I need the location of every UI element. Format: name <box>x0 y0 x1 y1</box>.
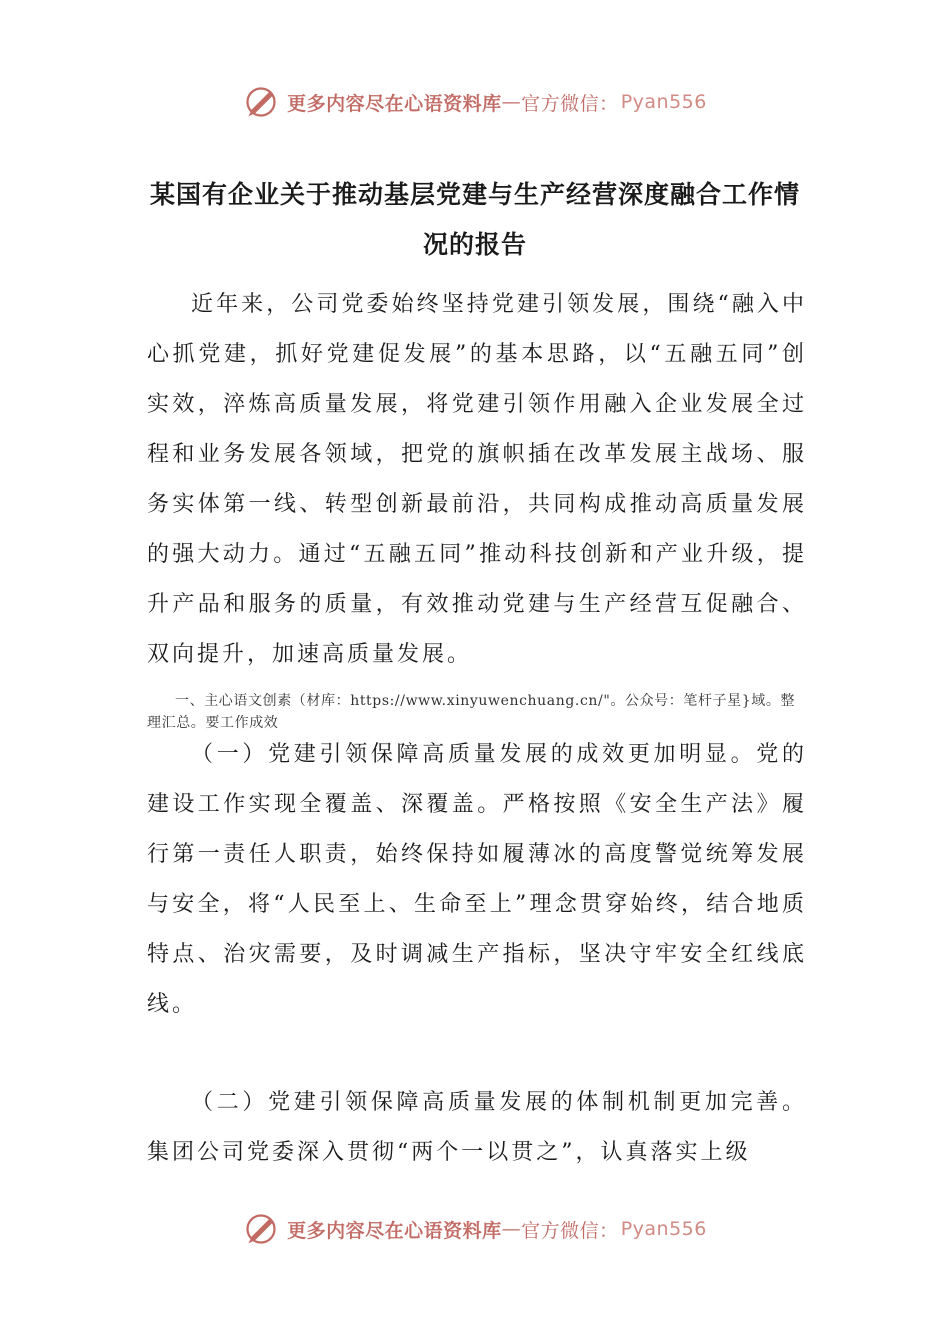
title-line-1: 某国有企业关于推动基层党建与生产经营深度融合工作情 <box>149 180 800 209</box>
intro-paragraph: 近年来，公司党委始终坚持党建引领发展，围绕“融入中心抓党建，抓好党建促发展”的基本思路，以“五融五同”创实效，淬炼高质量发展，将党建引领作用融入企业发展全过程和业务发展各领域，把党的旗帜插在改革发展主战场、服务实体第一线、转型创新最前沿，共同构成推动高质量发展的强大动力。通过“五融五同”推动科技创新和产业升级，提升产品和服务的质量，有效推动党建与生产经营互促融合、双向提升，加速高质量发展。 <box>147 292 807 667</box>
title-line-2: 况的报告 <box>422 230 527 259</box>
section-heading-note: 一、主心语文创素（材库：https://www.xinyuwenchuang.cn/"。公众号：笔杆子星}域。整理汇总。要工作成效 <box>147 693 796 731</box>
banner-wechat-id: Pyan556 <box>620 1218 707 1240</box>
banner-separator: — <box>501 1218 522 1240</box>
footer-banner <box>0 1207 950 1251</box>
header-banner <box>0 80 950 124</box>
banner-wechat-id: Pyan556 <box>620 91 707 113</box>
banner-brand: 更多内容尽在心语资料库 <box>287 92 502 115</box>
pen-logo-icon <box>243 84 279 120</box>
banner-brand: 更多内容尽在心语资料库 <box>287 1219 502 1242</box>
banner-separator: — <box>501 91 522 113</box>
banner-wechat-label: 官方微信： <box>521 1219 619 1242</box>
item-2-paragraph: （二）党建引领保障高质量发展的体制机制更加完善。集团公司党委深入贯彻“两个一以贯之”，认真落实上级 <box>147 1090 807 1165</box>
document-title <box>140 170 810 270</box>
pen-logo-icon <box>243 1211 279 1247</box>
item-1-paragraph: （一）党建引领保障高质量发展的成效更加明显。党的建设工作实现全覆盖、深覆盖。严格按照《安全生产法》履行第一责任人职责，始终保持如履薄冰的高度警觉统筹发展与安全，将“人民至上、生命至上”理念贯穿始终，结合地质特点、治灾需要，及时调减生产指标，坚决守牢安全红线底线。 <box>147 742 807 1017</box>
banner-wechat-label: 官方微信： <box>521 92 619 115</box>
